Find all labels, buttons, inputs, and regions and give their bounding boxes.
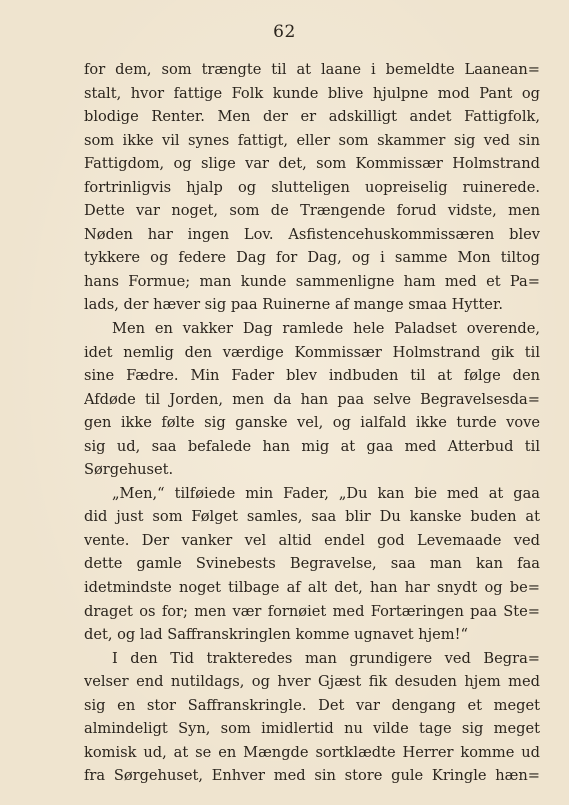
text-line: hans Formue; man kunde sammenligne ham med et Pa=: [84, 272, 540, 290]
text-line: Afdøde til Jorden, men da han paa selve Begravelsesda=: [84, 390, 540, 408]
text-line: idet nemlig den værdige Kommissær Holmstrand gik til: [84, 343, 540, 361]
text-line: Sørgehuset.: [84, 461, 174, 479]
text-line: komisk ud, at se en Mængde sortklædte Herrer komme ud: [84, 743, 540, 761]
text-line: som ikke vil synes fattigt, eller som skammer sig ved sin: [84, 131, 540, 149]
text-line: Fattigdom, og slige var det, som Kommissær Holmstrand: [84, 155, 540, 173]
text-line: sine Fædre. Min Fader blev indbuden til at følge den: [84, 367, 540, 385]
page-number: 62: [273, 22, 296, 42]
text-line: almindeligt Syn, som imidlertid nu vilde tage sig meget: [84, 720, 540, 738]
text-line: I den Tid trakteredes man grundigere ved Begra=: [112, 649, 540, 667]
text-line: lads, der hæver sig paa Ruinerne af mange smaa Hytter.: [84, 296, 503, 314]
text-line: for dem, som trængte til at laane i bemeldte Laanean=: [84, 61, 540, 78]
text-line: did just som Følget samles, saa blir Du kanske buden at: [84, 508, 540, 526]
text-line: det, og lad Saffranskringlen komme ugnavet hjem!“: [84, 626, 468, 644]
text-line: Nøden har ingen Lov. Asfistencehuskommissæren blev: [84, 225, 540, 243]
body-text: [84, 58, 540, 788]
text-line: stalt, hvor fattige Folk kunde blive hjulpne mod Pant og: [84, 84, 540, 102]
text-line: idetmindste noget tilbage af alt det, han har snydt og be=: [84, 579, 540, 597]
text-line: velser end nutildags, og hver Gjæst fik desuden hjem med: [84, 673, 540, 691]
text-line: fra Sørgehuset, Enhver med sin store gule Kringle hæn=: [84, 767, 540, 785]
text-line: Dette var noget, som de Trængende forud vidste, men: [84, 202, 540, 220]
text-line: blodige Renter. Men der er adskilligt andet Fattigfolk,: [84, 108, 540, 126]
text-line: „Men,“ tilføiede min Fader, „Du kan bie med at gaa: [112, 484, 540, 502]
text-line: fortrinligvis hjalp og slutteligen uopreiselig ruinerede.: [84, 178, 540, 196]
text-line: draget os for; men vær fornøiet med Fortæringen paa Ste=: [84, 602, 540, 620]
text-line: vente. Der vanker vel altid endel god Levemaade ved: [84, 531, 540, 549]
text-line: Men en vakker Dag ramlede hele Paladset overende,: [112, 320, 540, 338]
text-line: dette gamle Svinebests Begravelse, saa man kan faa: [84, 555, 540, 573]
text-line: sig ud, saa befalede han mig at gaa med Atterbud til: [84, 437, 540, 455]
text-line: gen ikke følte sig ganske vel, og ialfald ikke turde vove: [84, 414, 540, 432]
text-line: tykkere og federe Dag for Dag, og i samme Mon tiltog: [84, 249, 540, 267]
text-line: sig en stor Saffranskringle. Det var dengang et meget: [84, 696, 540, 714]
